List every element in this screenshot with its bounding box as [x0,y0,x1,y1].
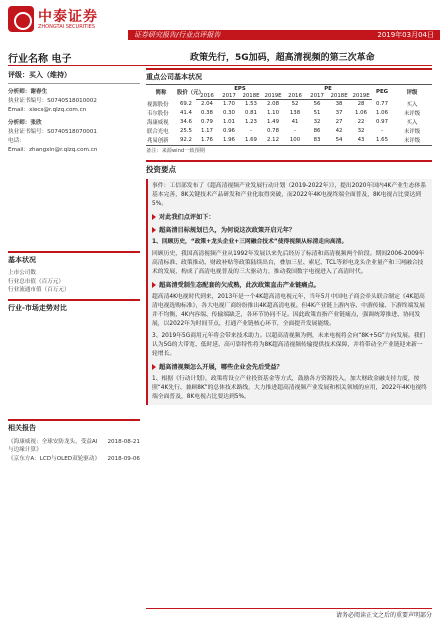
table-row [146,127,432,136]
rating-cell: 买入 [406,102,418,108]
market-trend-heading: 行业-市场走势对比 [8,299,140,315]
analyst-role: 分析师： [8,120,31,126]
eps-cell: 1.23 [244,119,257,125]
eps-cell: 1.70 [222,101,235,108]
col-header: PE [284,85,372,93]
analyst-email[interactable]: Email：xiecs@r.qlzq.com.cn [8,107,87,113]
basic-status-heading: 基本状况 [8,251,140,267]
col-header: 简称 [146,85,176,100]
pe-cell: 138 [289,110,301,116]
price-cell: 34.6 [179,119,192,125]
related-reports-heading: 相关报告 [8,419,140,435]
comment-intro: 对此我们点评如下： [152,213,428,222]
eps-cell: 2.04 [200,101,213,108]
related-report-title[interactable]: 《海康威视：全球安防龙头，受益AI与边缘计算》 [8,438,98,453]
blank-space [8,155,140,247]
main-content [146,68,432,613]
peg-cell: 0.77 [376,101,389,107]
bullet-triangle-icon [152,282,156,288]
analyst-phone: 电话： [8,138,25,144]
subheading-beneficiaries: 超高清视频怎么开展，哪些企业会先后受益？ [152,363,428,372]
eps-cell: 2.08 [267,101,280,108]
event-paragraph: 事件：工信部发布了《超高清视频产业发展行动计划（2019-2022年）》，提出2020年国内4K产业生态体系基本完善，8K关键技术产品研发和产业化取得突破，而2022年4K电视终端全面普及，8K电视占比要达到5%。 [152,182,427,207]
year-header: 2016 [196,92,218,100]
basic-line: 行业总市值（百万元） [8,278,64,285]
title-row [8,48,432,66]
pe-cell: 54 [328,136,350,146]
eps-cell: 1.53 [244,101,257,108]
report-type-label: 证券研究报告/行业点评报告 [134,31,221,39]
subheading-policy-era: 超高清目标规划已久，为何说这次政策开启元年？ [152,226,428,235]
bullet-triangle-icon [152,364,156,370]
eps-cell: 1.69 [240,136,262,146]
eps-cell: 2.12 [262,136,284,146]
price-cell: 25.5 [179,128,192,134]
analyst-email[interactable]: Email：zhangxin@r.qlzq.com.cn [8,147,98,153]
rating-value: 买入（维持） [29,71,71,79]
col-header: PEG [372,85,392,100]
pe-cell: 83 [306,136,328,146]
analyst-name: 张欣 [30,120,42,126]
col-header: 股价（元） [176,85,196,100]
basic-line: 上市公司数 [8,270,36,276]
pe-cell: 37 [335,110,343,116]
point-3-body: 3、2019年5G商用元年将会带来技术助力。以超高清视频为例，未来电视将会向“8K+5G”方向发展。我们认为5G的大带宽、低时延、高可靠特性将为8K超高清视频传输提供技术保障，并将带动全产业链迎来新一轮增长。 [152,332,426,357]
related-report-date: 2018-09-06 [107,455,140,462]
title-divider [8,65,432,66]
price-cell: 41.4 [179,110,192,116]
peg-cell: 1.06 [376,110,389,116]
bullet-triangle-icon [152,227,156,233]
pe-cell: 86 [313,128,321,134]
pe-cell: 51 [313,110,321,116]
rating-cell: 未评级 [392,136,432,146]
analyst-2 [8,119,140,155]
bullet-triangle-icon [152,214,156,220]
logo-mark-icon [8,6,34,32]
peg-cell: 1.65 [372,136,392,146]
col-header: 评级 [392,85,432,100]
eps-cell: 1.76 [196,136,218,146]
pe-cell: - [294,128,296,134]
industry-name: 行业名称 电子 [8,54,72,65]
page-footer [146,608,432,618]
pe-cell: 28 [357,101,365,108]
analyst-cert: 执业证书编号：S0740518010002 [8,98,97,104]
year-header: 2017 [218,92,240,100]
table-row [146,118,432,127]
eps-cell: 0.38 [200,110,213,116]
key-companies-heading: 重点公司基本状况 [146,68,432,82]
company-name-cell: 海康威视 [147,120,169,126]
eps-cell: 1.01 [222,119,235,125]
logo-text-cn: 中泰证券 [38,9,98,25]
report-title: 政策先行，5G加码，超高清视频的第三次革命 [190,53,375,63]
eps-cell: 0.78 [267,128,280,134]
analyst-name: 谢春生 [30,89,48,95]
eps-cell: 0.30 [222,110,235,116]
company-logo [8,6,128,36]
eps-cell: - [250,128,252,134]
point-2-body: 超高清4K电视时代到来，2013年是一个4K超高清电视元年，当年5月中国电子商会牵头联合制定《4K超高清电视选购标准》，各大电视厂商纷纷推出4K超高清电视。但4K产业链上游内容、中游传输、下游终端发展并不均衡，4K内容端、传输端缺乏，各环节协同不足。因此政策直指产业链痛点，强调统筹推进、协同发展，以2022年为时间节点，打通产业链核心环节，全面提升发展能级。 [152,293,425,327]
pe-cell: 41 [291,119,299,125]
pe-cell: 43 [350,136,372,146]
pe-cell: 42 [335,128,343,134]
pe-cell: 100 [284,136,306,146]
pe-cell: 32 [313,119,321,125]
pe-cell: 1.06 [355,110,368,116]
year-header: 2019E [350,92,372,100]
key-points-box [146,179,432,405]
year-header: 2018E [240,92,262,100]
peg-cell: 0.97 [376,119,389,125]
col-header: EPS [196,85,284,93]
left-sidebar [8,68,140,608]
eps-cell: 1.49 [267,119,280,125]
year-header: 2018E [328,92,350,100]
related-report-date: 2018-08-21 [107,438,140,445]
year-header: 2017 [306,92,328,100]
eps-cell: 1.10 [267,110,280,116]
analyst-cert: 执业证书编号：S0740518070001 [8,129,97,135]
subheading-ecosystem: 超高清受制生态配套的欠成熟，此次政策直击产业链痛点。 [152,281,428,290]
company-name-cell: 视源股份 [147,102,169,108]
investment-points [146,160,432,405]
analyst-role: 分析师： [8,89,31,95]
report-date: 2019年03月04日 [377,31,434,39]
rating-cell: 未评级 [403,111,421,117]
table-row [146,109,432,118]
basic-line: 行业流通市值（百万元） [8,287,70,293]
pe-cell: 22 [357,119,365,125]
pe-cell: 27 [335,119,343,125]
pe-cell: 52 [291,101,299,108]
year-header: 2016 [284,92,306,100]
rating-cell: 未评级 [403,129,421,135]
eps-cell: 1.96 [218,136,240,146]
point-4-body: 1、根据《行动计划》，政策将设立产业投资基金等方式，鼓励各方资源投入，加大财政金融支持力度，按照“4K先行、兼顾8K”的总体技术路线，大力推进超高清视频产业发展和相关领域的应用，2022年4K电视终端全面普及，8K电视占比要达到5%。 [152,375,427,400]
table-source-note: 备注：来源wind一致预期 [146,147,205,154]
report-header [0,0,440,42]
rating-label: 评级： [8,71,29,79]
investment-points-heading: 投资要点 [146,160,432,175]
disclaimer-note: 请务必阅读正文之后的重要声明部分 [335,612,432,619]
company-name-cell: 联合光电 [147,129,169,135]
related-report-item[interactable] [8,455,140,464]
eps-cell: 1.17 [200,128,213,134]
basic-status-list [8,267,140,295]
table-row [146,100,432,109]
rating-cell: 买入 [406,120,418,126]
company-name-cell: 韦尔股份 [147,111,169,117]
related-reports-list [8,435,140,464]
peg-cell: - [381,128,384,134]
analyst-1 [8,88,140,115]
header-banner [128,30,440,40]
key-companies-table [146,84,432,146]
pe-cell: 56 [313,101,321,108]
table-row [146,136,432,146]
pe-cell: 32 [357,128,365,134]
related-report-item[interactable] [8,438,140,455]
eps-cell: 0.81 [244,110,257,116]
eps-cell: 0.79 [200,119,213,125]
logo-text-en: ZHONGTAI SECURITIES [38,24,96,30]
rating-line [8,68,140,84]
point-1-title: 1、回顾历史，“政策+龙头企业+三网融合技术”使得视频从标清走向高清。 [152,238,348,245]
related-report-title[interactable]: 《京东方A：LCD与OLED双轮驱动》 [8,455,101,462]
eps-cell: 0.96 [222,128,235,134]
price-cell: 69.2 [179,101,192,107]
year-header: 2019E [262,92,284,100]
point-1-body: 回顾历史，我国高清视频产业从1992年发展以来先后经历了标清和高清视频两个阶段。期间2006-2009年高清标准、政策推动、财政补贴等政策陆续出台，叠加三星、索尼、TCL等彩电龙头企业量产和三网融合技术的发展，构成了高清电视普及的三大驱动力，推动我国数字电视进入了高清时代。 [152,250,425,275]
price-cell: 92.2 [176,136,196,146]
market-trend-chart [8,315,140,415]
company-name-cell: 兆易创新 [146,136,176,146]
pe-cell: 38 [335,101,343,108]
